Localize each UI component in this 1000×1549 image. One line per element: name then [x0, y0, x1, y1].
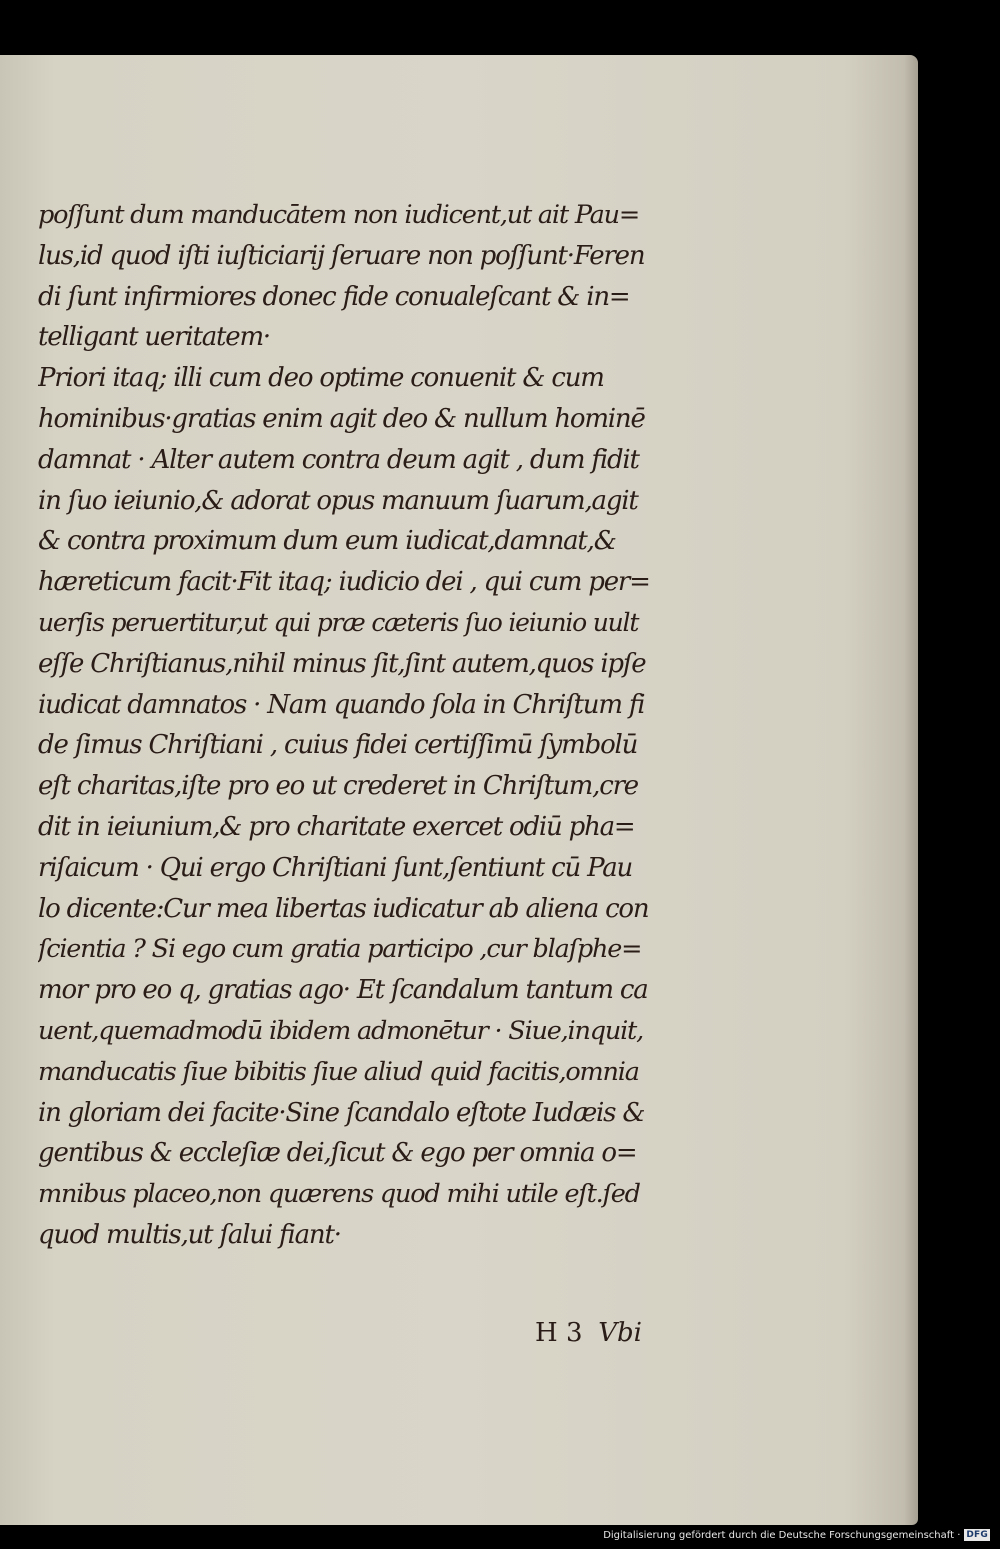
- page-text: [38, 195, 650, 1256]
- text-line: gentibus & eccleſiæ dei,ſicut & ego per omnia o=: [38, 1138, 637, 1169]
- text-line: poſſunt dum manducātem non iudicent,ut ait Pau=: [38, 200, 640, 230]
- text-line: dit in ieiunium,& pro charitate exercet odiū pha=: [38, 811, 635, 842]
- text-line: in gloriam dei facite·Sine ſcandalo eſtote Iudæis &: [38, 1097, 645, 1128]
- text-line: eſſe Chriſtianus,nihil minus ſit,ſint autem,quos ipſe: [38, 648, 646, 679]
- text-line: di ſunt infirmiores donec fide conualeſcant & in=: [38, 281, 630, 312]
- text-line: ſcientia ? Si ego cum gratia participo ,cur blaſphe=: [38, 934, 642, 965]
- dfg-logo: DFG: [966, 1530, 988, 1540]
- text-line: lo dicente:Cur mea libertas iudicatur ab aliena con: [38, 893, 649, 924]
- signature-mark: H 3: [535, 1318, 583, 1348]
- text-line: Priori itaq; illi cum deo optime conuenit & cum: [38, 363, 604, 394]
- digitization-credit: [603, 1527, 990, 1543]
- text-line: eſt charitas,iſte pro eo ut crederet in Chriſtum,cre: [38, 771, 638, 802]
- text-line: de ſimus Chriſtiani , cuius fidei certiſſimū ſymbolū: [38, 730, 638, 761]
- text-line: riſaicum · Qui ergo Chriſtiani ſunt,ſentiunt cū Pau: [38, 852, 633, 883]
- text-line: quod multis,ut ſalui fiant·: [38, 1219, 341, 1250]
- text-line: & contra proximum dum eum iudicat,damnat,&: [38, 526, 616, 557]
- page-edge-shadow: [904, 55, 918, 1525]
- page-footer: [38, 1313, 650, 1353]
- text-line: mor pro eo q, gratias ago· Et ſcandalum tantum ca: [38, 975, 648, 1006]
- text-line: uent,quemadmodū ibidem admonētur · Siue,inquit,: [38, 1015, 643, 1046]
- text-line: iudicat damnatos · Nam quando ſola in Chriſtum fi: [38, 689, 645, 720]
- text-line: hominibus·gratias enim agit deo & nullum hominē: [38, 403, 645, 434]
- text-line: damnat · Alter autem contra deum agit , dum fidit: [38, 444, 639, 475]
- text-line: hæreticum facit·Fit itaq; iudicio dei , qui cum per=: [38, 567, 650, 598]
- text-line: uerſis peruertitur,ut qui præ cæteris ſuo ieiunio uult: [38, 607, 639, 637]
- catchword: Vbi: [598, 1318, 642, 1348]
- text-line: lus,id quod iſti iuſticiarij ſeruare non poſſunt·Feren: [38, 240, 645, 271]
- book-page: [0, 55, 918, 1525]
- text-line: manducatis ſiue bibitis ſiue aliud quid facitis,omnia: [38, 1056, 639, 1087]
- text-line: in ſuo ieiunio,& adorat opus manuum ſuarum,agit: [38, 485, 638, 516]
- credit-text: Digitalisierung gefördert durch die Deutsche Forschungsgemeinschaft ·: [603, 1529, 961, 1541]
- text-line: mnibus placeo,non quærens quod mihi utile eſt.ſed: [38, 1179, 640, 1210]
- text-line: telligant ueritatem·: [38, 322, 270, 353]
